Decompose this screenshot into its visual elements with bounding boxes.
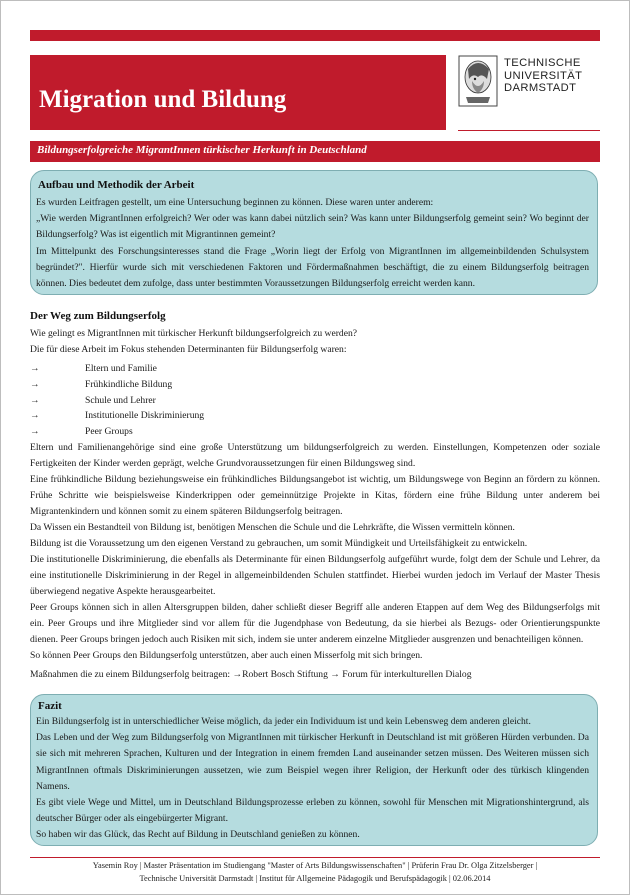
weg-paragraph: Da Wissen ein Bestandteil von Bildung ist, benötigen Menschen die Schule und die Lehrkräfte, die Wissen vermitteln können. <box>30 522 515 533</box>
massnahme-item: Robert Bosch Stiftung <box>242 669 328 680</box>
list-item <box>30 393 598 409</box>
list-item <box>30 361 598 377</box>
university-name <box>504 57 582 95</box>
footer <box>30 859 600 885</box>
fazit-paragraph: So haben wir das Glück, das Recht auf Bildung in Deutschland genießen zu können. <box>36 829 360 841</box>
logo-line-1: TECHNISCHE <box>504 57 581 69</box>
logo-line-2: UNIVERSITÄT <box>504 69 583 82</box>
fazit-paragraph: Das Leben und der Weg zum Bildungserfolg von MigrantInnen mit türkischer Herkunft in Deutschland ist mit größeren Hürden verbunden. Da sie sich mit mehreren Sprachen, Kulturen und der Integration in einem fremden Land auseinander setzen müssen. Des Weiteren müssen sich MigrantInnen oftmals Diskriminierungen aussetzen, wie zum Beispiel wegen ihrer Religion, der Herkunft oder des türkisch klingenden Namens. <box>36 732 589 792</box>
athena-seal-icon <box>458 55 498 107</box>
university-logo <box>458 55 600 113</box>
top-accent-bar <box>30 30 600 41</box>
determinants-list <box>30 361 598 440</box>
weg-question: Wie gelingt es MigrantInnen mit türkischer Herkunft bildungserfolgreich zu werden? <box>30 328 358 339</box>
aufbau-heading: Aufbau und Methodik der Arbeit <box>38 179 195 191</box>
determinant-label: Eltern und Familie <box>85 363 157 374</box>
aufbau-paragraph: Im Mittelpunkt des Forschungsinteresses stand die Frage „Worin liegt der Erfolg von MigrantInnen im allgemeinbildenden Schulsystem begründet?". Hierfür wurde sich mit verschiedenen Faktoren und Fördermaßnahmen beschäftigt, die zu einem Bildungserfolg beitragen können. Dies bedeutet dem zufolge, dass unter bestimmten Voraussetzungen Bildungserfolg erreicht werden kann. <box>36 245 589 290</box>
arrow-right-icon: → <box>30 378 40 390</box>
footer-divider <box>30 857 600 858</box>
weg-body <box>30 440 600 664</box>
determinant-label: Peer Groups <box>85 426 133 438</box>
weg-intro <box>30 326 598 358</box>
title-panel <box>30 55 446 130</box>
weg-paragraph: So können Peer Groups den Bildungserfolg unterstützen, aber auch einen Misserfolg mit sich bringen. <box>30 650 423 661</box>
fazit-body <box>36 714 589 844</box>
determinant-label: Schule und Lehrer <box>85 394 156 406</box>
determinant-label: Frühkindliche Bildung <box>85 378 173 390</box>
aufbau-box <box>30 170 598 295</box>
fazit-paragraph: Ein Bildungserfolg ist in unterschiedlicher Weise möglich, da jeder ein Individuum ist und kein Lebensweg dem anderen gleicht. <box>36 716 531 727</box>
weg-paragraph: Eine frühkindliche Bildung beziehungsweise ein frühkindliches Bildungsangebot ist wichtig, um Bildungswege von Beginn an fördern zu können. Frühe Schritte wie beispielsweise Kinderkrippen oder gemeinnützige Projekte in Kitas, fördern eine frühe Bildung unter anderem bei Migrantenkindern und können somit zu einem späteren Bildungserfolg beitragen. <box>30 474 600 517</box>
arrow-right-icon: → <box>330 669 340 680</box>
weg-determinants-intro: Die für diese Arbeit im Fokus stehenden Determinanten für Bildungserfolg waren: <box>30 344 347 356</box>
weg-paragraph: Die institutionelle Diskriminierung, die ebenfalls als Determinante für einen Bildungserfolg aufgeführt wurde, folgt dem der Schule und Lehrer, da eine institutionelle Diskriminierung in der Regel in allgemeinbildenden Schulen stattfindet. Hierbei wurden jedoch im Verlauf der Master Thesis überwiegend negative Aspekte herausgearbeitet. <box>30 554 600 597</box>
massnahme-item: Forum für interkulturellen Dialog <box>339 669 472 680</box>
aufbau-body <box>36 195 589 292</box>
arrow-right-icon: → <box>30 363 40 374</box>
massnahmen-line <box>30 669 472 680</box>
list-item <box>30 408 598 424</box>
logo-line-3: DARMSTADT <box>504 82 577 94</box>
weg-heading: Der Weg zum Bildungserfolg <box>30 310 166 322</box>
aufbau-paragraph: „Wie werden MigrantInnen erfolgreich? Wer oder was kann dabei nützlich sein? Was kann unter Bildungserfolg gemeint sein? Wo beginnt der Bildungserfolg? Was ist eigentlich mit Migrantinnen gemeint? <box>36 213 589 241</box>
subtitle-bar <box>30 141 600 162</box>
fazit-heading: Fazit <box>38 700 62 712</box>
arrow-right-icon: → <box>30 394 40 406</box>
arrow-right-icon: → <box>232 669 243 680</box>
weg-paragraph: Eltern und Familienangehörige sind eine große Unterstützung um bildungserfolgreich zu werden. Einstellungen, Kompetenzen oder soziale Fertigkeiten der Kinder werden geprägt, welche Grundvoraussetzungen für einen Bildungsweg sind. <box>30 442 600 469</box>
arrow-right-icon: → <box>30 410 40 422</box>
massnahmen-label: Maßnahmen die zu einem Bildungserfolg beitragen: <box>30 669 233 680</box>
fazit-box <box>30 694 598 846</box>
list-item <box>30 377 598 393</box>
footer-line-2: Technische Universität Darmstadt | Institut für Allgemeine Pädagogik und Berufspädagogik | 02.06.2014 <box>139 874 491 883</box>
page-title: Migration und Bildung <box>39 86 287 113</box>
footer-line-1: Yasemin Roy | Master Präsentation im Studiengang "Master of Arts Bildungswissenschaften" | Prüferin Frau Dr. Olga Zitzelsberger | <box>92 861 538 870</box>
list-item <box>30 424 598 440</box>
logo-divider <box>458 130 600 131</box>
fazit-paragraph: Es gibt viele Wege und Mittel, um in Deutschland Bildungsprozesse erleben zu können, sowohl für Menschen mit Migrationshintergrund, als deutscher Bürger oder als eingebürgerter Migrant. <box>36 797 589 825</box>
determinant-label: Institutionelle Diskriminierung <box>85 410 205 422</box>
weg-paragraph: Peer Groups können sich in allen Altersgruppen bilden, daher schließt dieser Begriff alle anderen Etappen auf dem Weg des Bildungserfolgs mit ein. Peer Groups und ihre Mitglieder sind vor allem für die Jugendphase von Bedeutung, da sie hierbei als Bezugs- oder Orientierungspunkte dienen. Peer Groups bringen jedoch auch Risiken mit sich, indem sie unter anderem einzelne Mitglieder ausgrenzen und benachteiligen können. <box>30 602 600 645</box>
arrow-right-icon: → <box>30 426 40 438</box>
subtitle: Bildungserfolgreiche MigrantInnen türkischer Herkunft in Deutschland <box>37 144 367 156</box>
weg-paragraph: Bildung ist die Voraussetzung um den eigenen Verstand zu gebrauchen, um somit Mündigkeit und Urteilsfähigkeit zu entwickeln. <box>30 538 528 549</box>
aufbau-paragraph: Es wurden Leitfragen gestellt, um eine Untersuchung beginnen zu können. Diese waren unter anderem: <box>36 197 434 208</box>
